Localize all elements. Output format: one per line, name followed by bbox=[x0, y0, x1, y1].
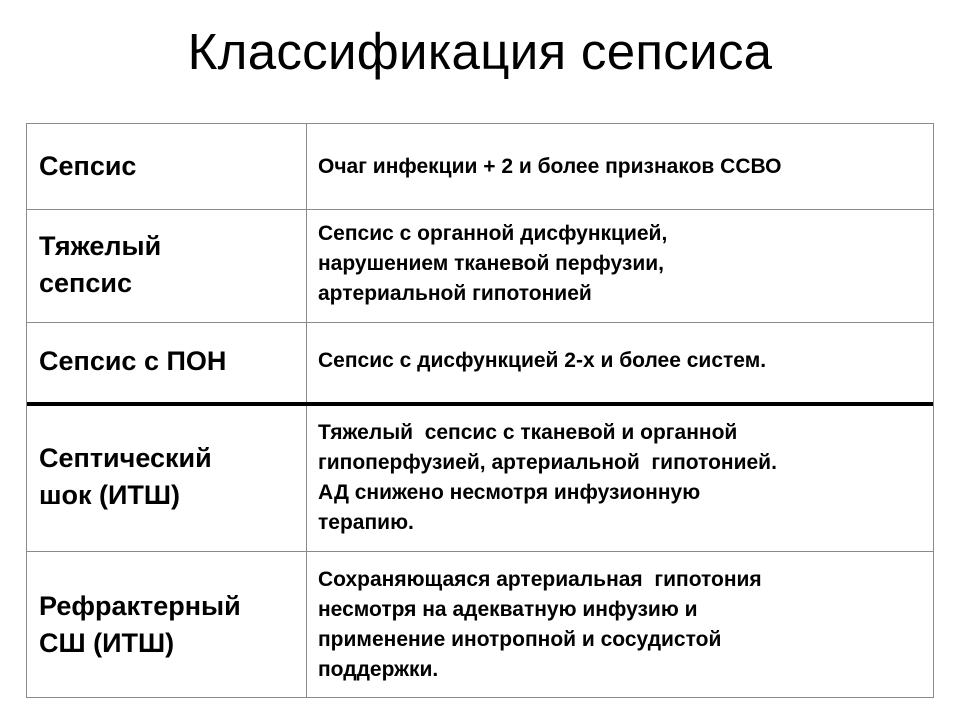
definition-text: Тяжелый сепсис с тканевой и органной bbox=[318, 421, 738, 444]
definition-cell bbox=[318, 219, 918, 309]
definition-text: АД снижено несмотря инфузионную bbox=[318, 481, 701, 504]
definition-text: нарушением тканевой перфузии, bbox=[318, 252, 664, 275]
definition-text: гипоперфузией, артериальной гипотонией. bbox=[318, 451, 777, 474]
table-row-severe-sepsis bbox=[27, 209, 933, 322]
definition-text: Очаг инфекции + 2 и более признаков ССВО bbox=[318, 155, 782, 178]
term-cell bbox=[39, 588, 241, 662]
table-row-sepsis-mof bbox=[27, 322, 933, 403]
definition-text: артериальной гипотонией bbox=[318, 282, 592, 305]
table-row-sepsis bbox=[27, 124, 933, 209]
term-cell bbox=[39, 148, 136, 185]
definition-text: применение инотропной и сосудистой bbox=[318, 628, 722, 651]
term-text: сепсис bbox=[39, 268, 132, 298]
definition-text: Сепсис с органной дисфункцией, bbox=[318, 222, 668, 245]
definition-cell bbox=[318, 418, 918, 538]
term-text: шок (ИТШ) bbox=[39, 480, 181, 510]
term-cell bbox=[39, 343, 226, 380]
definition-cell bbox=[318, 565, 918, 685]
definition-cell bbox=[318, 346, 918, 376]
definition-text: терапию. bbox=[318, 511, 414, 534]
term-text: Сепсис bbox=[39, 151, 137, 181]
term-text: Рефрактерный bbox=[39, 591, 241, 621]
term-text: Септический bbox=[39, 443, 212, 473]
slide-title: Классификация сепсиса bbox=[187, 23, 773, 80]
classification-table bbox=[26, 123, 934, 698]
table-row-refractory-shock bbox=[27, 551, 933, 697]
definition-text: Сохраняющаяся артериальная гипотония bbox=[318, 568, 762, 591]
term-cell bbox=[39, 440, 212, 514]
table-row-septic-shock bbox=[27, 406, 933, 551]
definition-text: Сепсис с дисфункцией 2-х и более систем. bbox=[318, 349, 767, 372]
definition-text: поддержки. bbox=[318, 658, 439, 681]
term-text: СШ (ИТШ) bbox=[39, 628, 175, 658]
definition-cell bbox=[318, 152, 918, 182]
definition-text: несмотря на адекватную инфузию и bbox=[318, 598, 698, 621]
term-cell bbox=[39, 228, 161, 302]
term-text: Тяжелый bbox=[39, 231, 162, 261]
term-text: Сепсис с ПОН bbox=[39, 346, 227, 376]
